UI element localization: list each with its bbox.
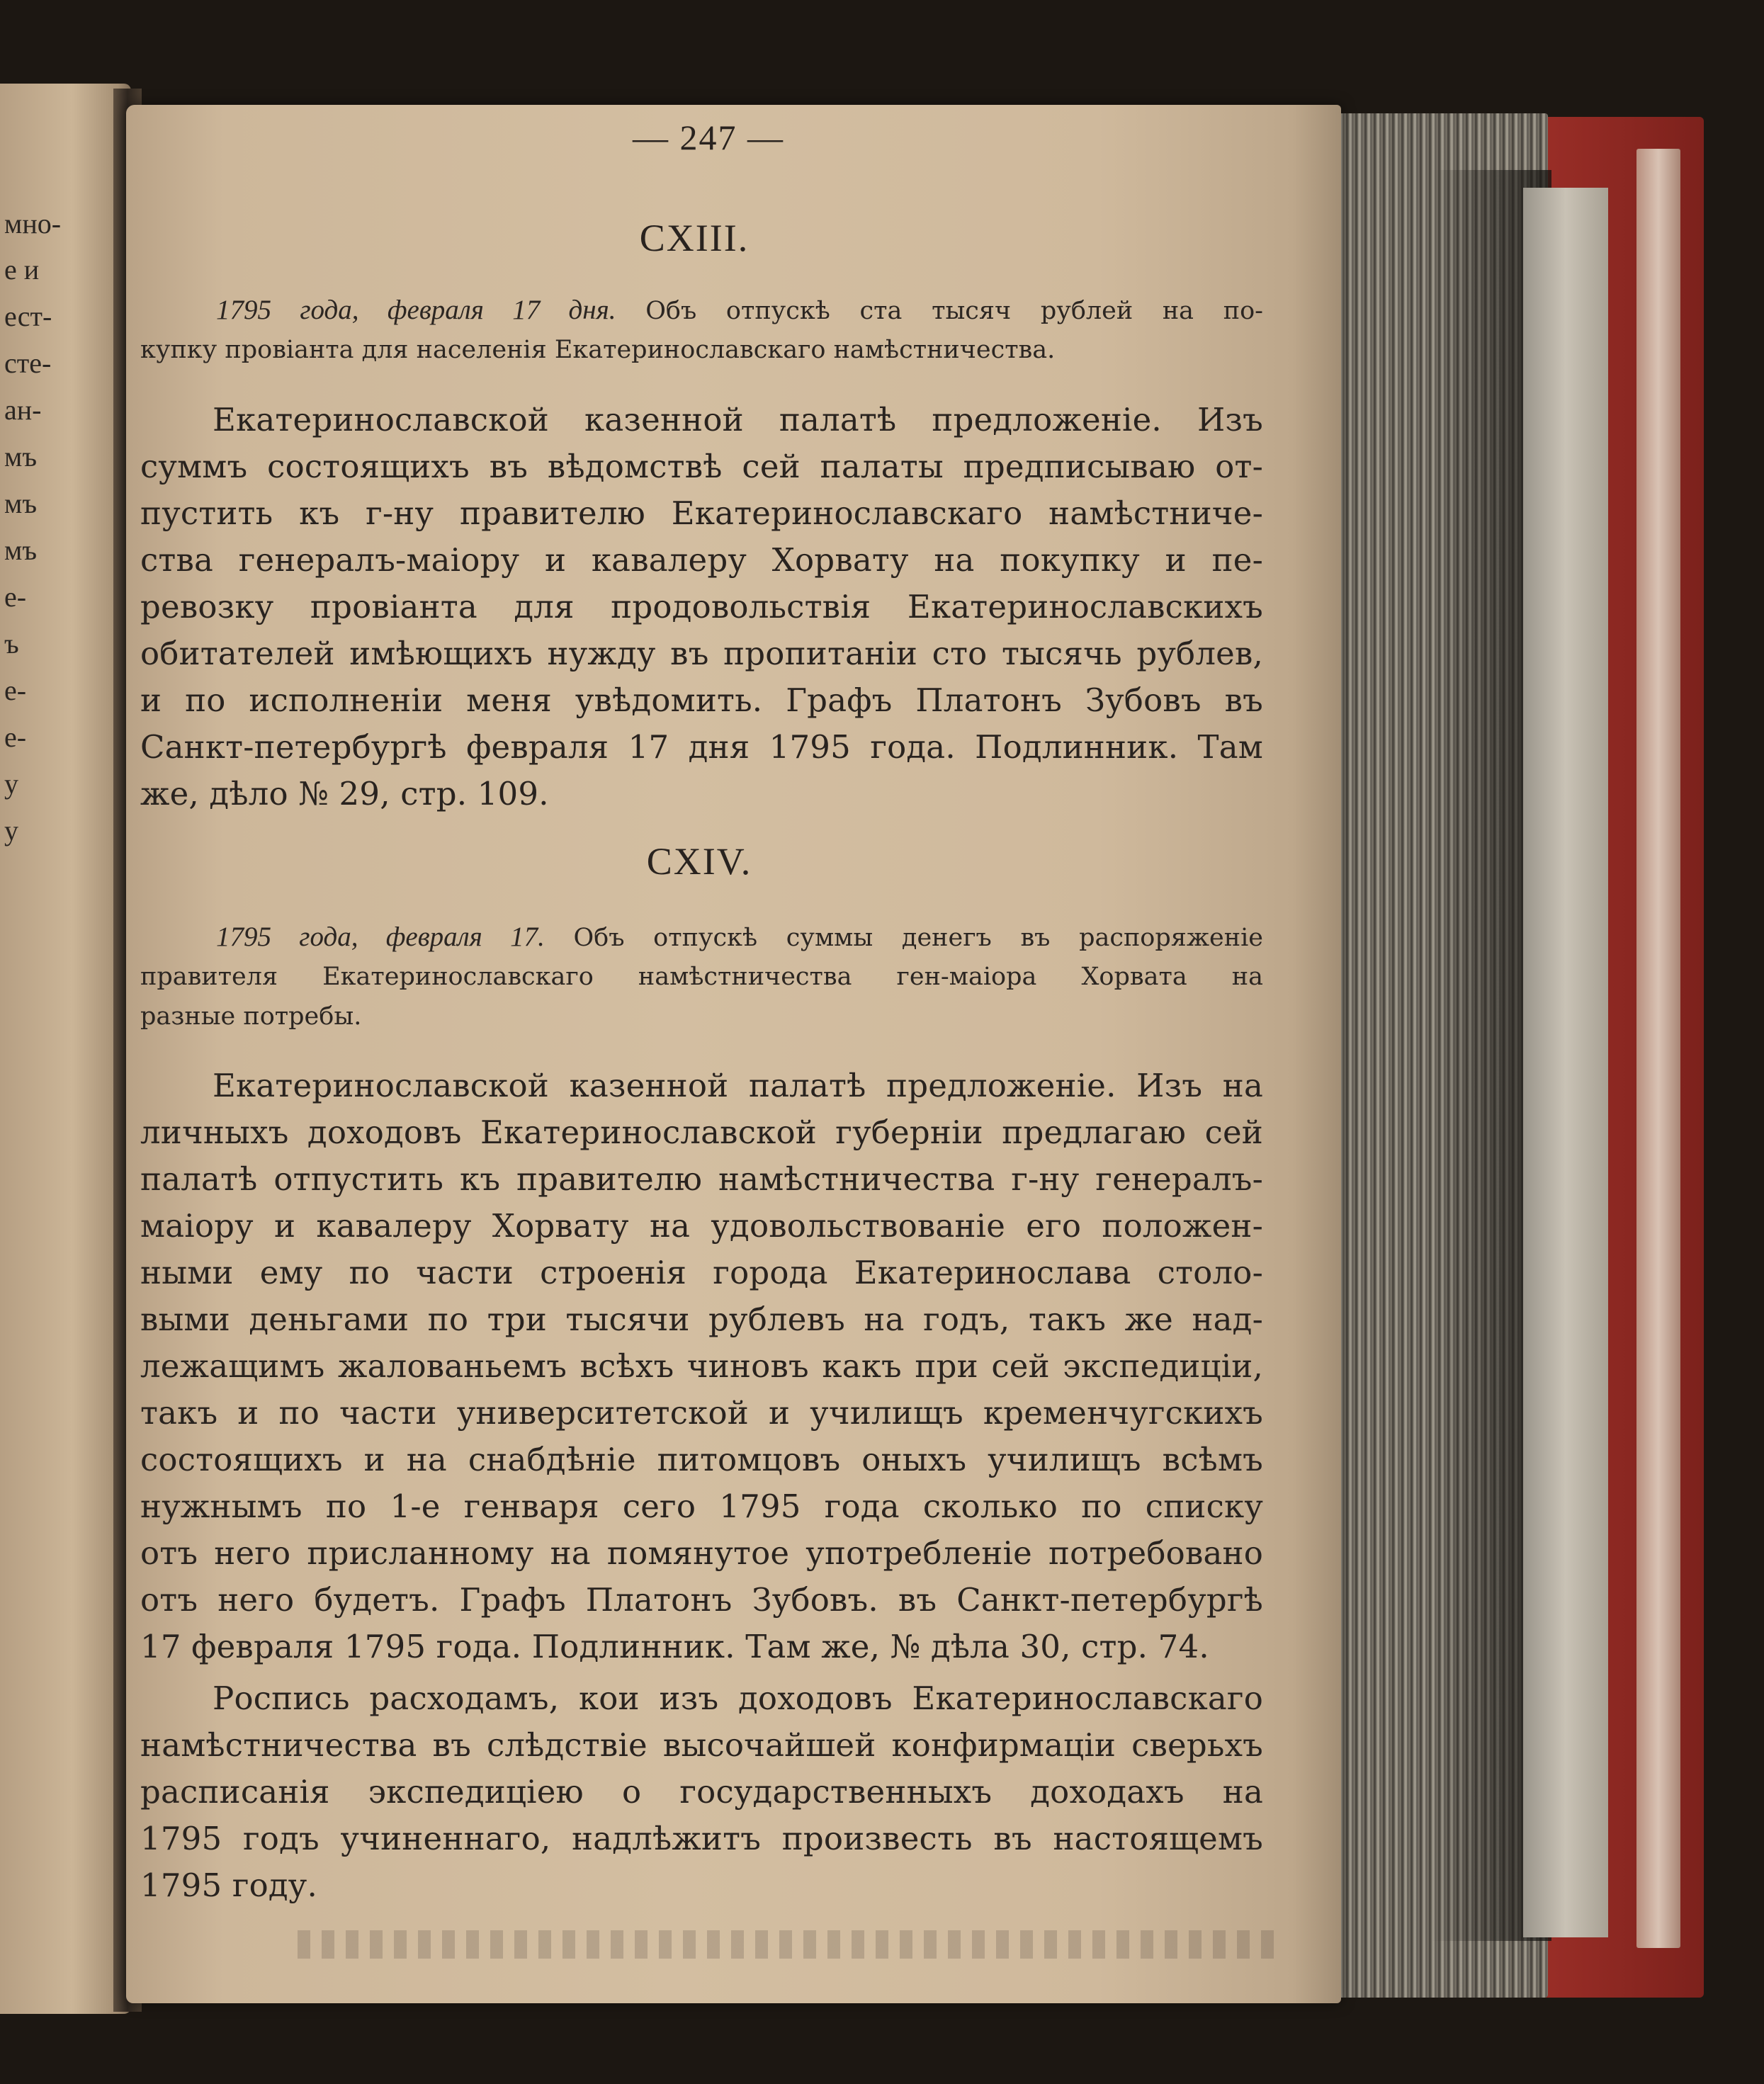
page-number: — 247 — — [633, 118, 784, 157]
left-page-fragment: е- — [4, 581, 27, 613]
body-line: отъ него присланному на помянутое употребленіе потребовано — [140, 1534, 1263, 1572]
left-page-fragment: у — [4, 768, 18, 800]
body-line: Санкт-петербургѣ февраля 17 дня 1795 года. Подлинник. Там — [140, 728, 1263, 766]
section-summary-line: разные потребы. — [140, 1002, 362, 1031]
body-line: лежащимъ жалованьемъ всѣхъ чиновъ какъ при сей экспедиціи, — [140, 1347, 1263, 1385]
left-page-fragment: ест- — [4, 300, 52, 332]
left-page-fragment: мно- — [4, 208, 62, 239]
section-summary-line — [216, 917, 1263, 957]
summary-text: Объ отпускѣ суммы денегъ въ распоряженіе — [573, 924, 1263, 952]
body-line: намѣстничества въ слѣдствіе высочайшей конфирмаціи сверьхъ — [140, 1726, 1263, 1764]
left-page-fragment: е и — [4, 254, 40, 285]
section-summary-line — [216, 290, 1263, 330]
body-line: и по исполненіи меня увѣдомить. Графъ Платонъ Зубовъ въ — [140, 681, 1263, 719]
body-line: такъ и по части университетской и училищъ кременчугскихъ — [140, 1394, 1263, 1432]
left-page-fragment: ан- — [4, 394, 42, 426]
body-line: личныхъ доходовъ Екатеринославской губерніи предлагаю сей — [140, 1114, 1263, 1151]
left-page-fragment: е- — [4, 674, 27, 706]
section-heading: CXIV. — [646, 840, 752, 883]
body-line: 1795 годъ учиненнаго, надлѣжитъ произвесть въ настоящемъ — [140, 1820, 1263, 1857]
left-facing-page — [0, 84, 131, 2014]
body-line: же, дѣло № 29, стр. 109. — [140, 775, 549, 812]
body-line: Роспись расходамъ, кои изъ доходовъ Екатеринославскаго — [213, 1680, 1263, 1717]
body-line: Екатеринославской казенной палатѣ предложеніе. Изъ на — [213, 1067, 1263, 1104]
body-line: ными ему по части строенія города Екатеринослава столо- — [140, 1254, 1263, 1291]
summary-date: 1795 года, февраля 17. — [216, 922, 545, 952]
body-line: ства генералъ-маіору и кавалеру Хорвату на покупку и пе- — [140, 541, 1263, 579]
left-page-fragment: сте- — [4, 347, 52, 379]
body-line: состоящихъ и на снабдѣніе питомцовъ оныхъ училищъ всѣмъ — [140, 1441, 1263, 1478]
section-heading: CXIII. — [639, 217, 750, 259]
body-line: Екатеринославской казенной палатѣ предложеніе. Изъ — [213, 401, 1263, 438]
body-line: палатѣ отпустить къ правителю намѣстничества г-ну генералъ- — [140, 1160, 1263, 1198]
left-page-fragment: мъ — [4, 487, 37, 519]
body-line: ревозку провіанта для продовольствія Екатеринославскихъ — [140, 588, 1263, 625]
body-line: 1795 году. — [140, 1867, 317, 1904]
left-page-fragment: мъ — [4, 441, 37, 472]
body-line: 17 февраля 1795 года. Подлинник. Там же, № дѣла 30, стр. 74. — [140, 1628, 1209, 1665]
show-through-text — [298, 1930, 1275, 1959]
body-line: маіору и кавалеру Хорвату на удовольствованіе его положен- — [140, 1207, 1263, 1245]
endpaper-edge — [1523, 188, 1608, 1937]
summary-text: Объ отпускѣ ста тысяч рублей на по- — [645, 297, 1263, 325]
body-line: отъ него будетъ. Графъ Платонъ Зубовъ. въ Санкт-петербургѣ — [140, 1581, 1263, 1619]
summary-date: 1795 года, февраля 17 дня. — [216, 295, 616, 325]
left-page-fragment: у — [4, 815, 18, 846]
body-line: пустить къ г-ну правителю Екатеринославскаго намѣстниче- — [140, 494, 1263, 532]
left-page-fragment: ъ — [4, 628, 19, 659]
section-summary-line: купку провіанта для населенія Екатеринославскаго намѣстничества. — [140, 336, 1056, 364]
left-page-fragment: е- — [4, 721, 27, 753]
body-line: суммъ состоящихъ въ вѣдомствѣ сей палаты предписываю от- — [140, 448, 1263, 485]
body-line: выми деньгами по три тысячи рублевъ на годъ, такъ же над- — [140, 1301, 1263, 1338]
body-line: расписанія экспедиціею о государственныхъ доходахъ на — [140, 1773, 1263, 1811]
cover-edge — [1636, 149, 1680, 1948]
body-line: нужнымъ по 1-е генваря сего 1795 года сколько по списку — [140, 1488, 1263, 1525]
body-line: обитателей имѣющихъ нужду въ пропитаніи сто тысячь рублев, — [140, 635, 1263, 672]
left-page-fragment: мъ — [4, 534, 37, 566]
section-summary-line: правителя Екатеринославскаго намѣстничества ген-маіора Хорвата на — [140, 963, 1263, 991]
